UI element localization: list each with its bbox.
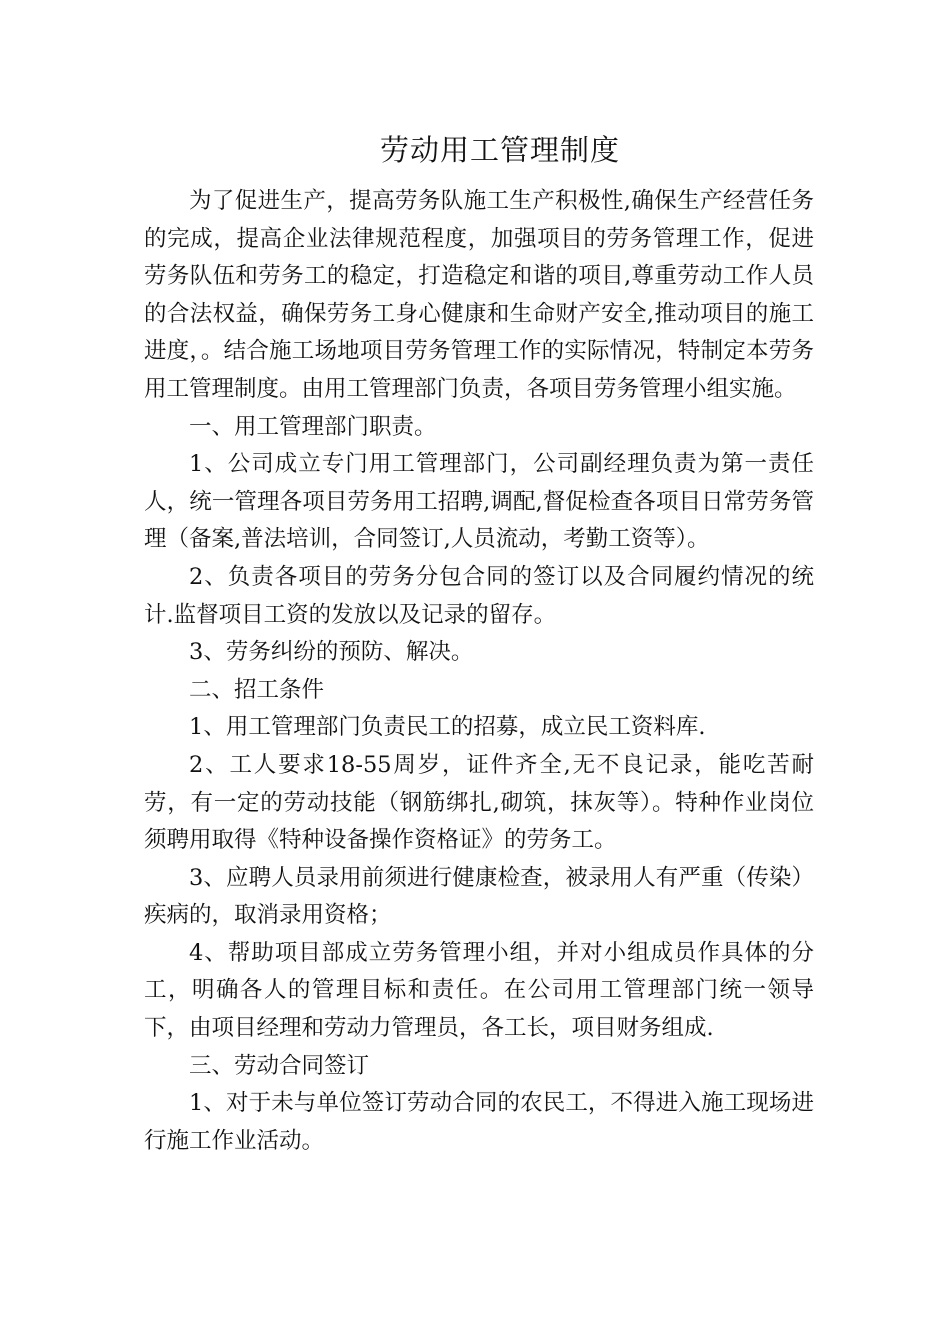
paragraph-2-2: 2、工人要求18-55周岁，证件齐全,无不良记录，能吃苦耐劳，有一定的劳动技能（钢筋绑扎,砌筑，抹灰等）。特种作业岗位须聘用取得《特种设备操作资格证》的劳务工。 [144,751,814,854]
section-heading-1: 一、用工管理部门职责。 [189,413,437,440]
paragraph-intro: 为了促进生产，提高劳务队施工生产积极性,确保生产经营任务的完成，提高企业法律规范程度，加强项目的劳务管理工作，促进劳务队伍和劳务工的稳定，打造稳定和谐的项目,尊重劳动工作人员的合法权益，确保劳务工身心健康和生命财产安全,推动项目的施工进度，。结合施工场地项目劳务管理工作的实际情况，特制定本劳务用工管理制度。由用工管理部门负责，各项目劳务管理小组实施。 [144,188,814,402]
paragraph-1-1: 1、公司成立专门用工管理部门，公司副经理负责为第一责任人，统一管理各项目劳务用工招聘,调配,督促检查各项目日常劳务管理（备案,普法培训，合同签订,人员流动，考勤工资等）。 [144,451,814,553]
section-heading-2: 二、招工条件 [189,676,325,703]
section-heading-3: 三、劳动合同签订 [189,1052,370,1079]
document-title: 劳动用工管理制度 [379,133,620,167]
paragraph-2-3: 3、应聘人员录用前须进行健康检查，被录用人有严重（传染）疾病的，取消录用资格； [144,864,814,929]
paragraph-2-1: 1、用工管理部门负责民工的招募，成立民工资料库. [189,714,706,741]
document-body [144,183,814,1160]
paragraph-1-2: 2、负责各项目的劳务分包合同的签订以及合同履约情况的统计.监督项目工资的发放以及记录的留存。 [144,563,814,628]
paragraph-3-1: 1、对于未与单位签订劳动合同的农民工，不得进入施工现场进行施工作业活动。 [144,1090,814,1154]
paragraph-2-4: 4、帮助项目部成立劳务管理小组，并对小组成员作具体的分工，明确各人的管理目标和责任。在公司用工管理部门统一领导下，由项目经理和劳动力管理员，各工长，项目财务组成. [144,939,814,1042]
paragraph-1-3: 3、劳务纠纷的预防、解决。 [189,639,474,666]
